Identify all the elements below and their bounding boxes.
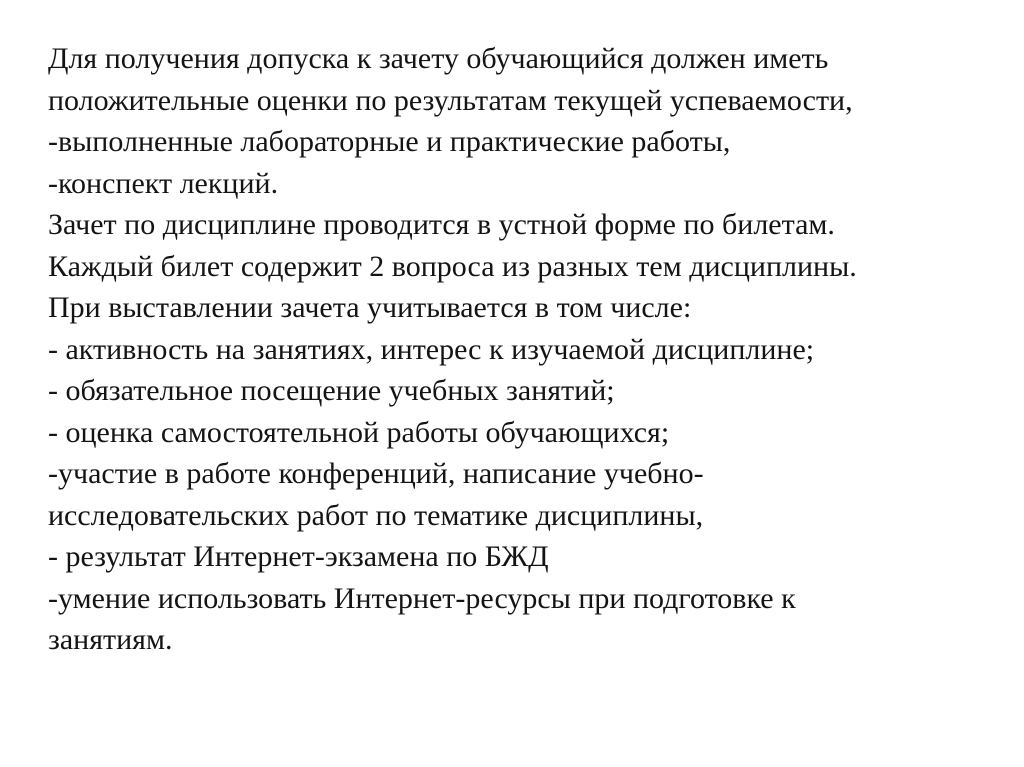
text-line: -выполненные лабораторные и практические работы, bbox=[48, 125, 731, 158]
text-line: - обязательное посещение учебных занятий; bbox=[48, 374, 615, 407]
text-line: занятиям. bbox=[48, 623, 173, 656]
text-line: Зачет по дисциплине проводится в устной форме по билетам. bbox=[48, 208, 835, 241]
text-line: исследовательских работ по тематике дисциплины, bbox=[48, 498, 704, 532]
slide-body-text bbox=[48, 38, 1008, 661]
text-line: -умение использовать Интернет-ресурсы при подготовке к bbox=[48, 581, 796, 615]
text-line: При выставлении зачета учитывается в том числе: bbox=[48, 291, 692, 324]
text-line: -конспект лекций. bbox=[48, 166, 279, 200]
text-line: положительные оценки по результатам текущей успеваемости, bbox=[48, 83, 853, 117]
text-line: - активность на занятиях, интерес к изучаемой дисциплине; bbox=[48, 332, 815, 366]
text-line: -участие в работе конференций, написание учебно- bbox=[48, 457, 704, 490]
text-line: - результат Интернет-экзамена по БЖД bbox=[48, 540, 549, 573]
text-line: Для получения допуска к зачету обучающийся должен иметь bbox=[48, 42, 829, 75]
text-line: - оценка самостоятельной работы обучающихся; bbox=[48, 415, 670, 449]
text-line: Каждый билет содержит 2 вопроса из разных тем дисциплины. bbox=[48, 249, 857, 283]
